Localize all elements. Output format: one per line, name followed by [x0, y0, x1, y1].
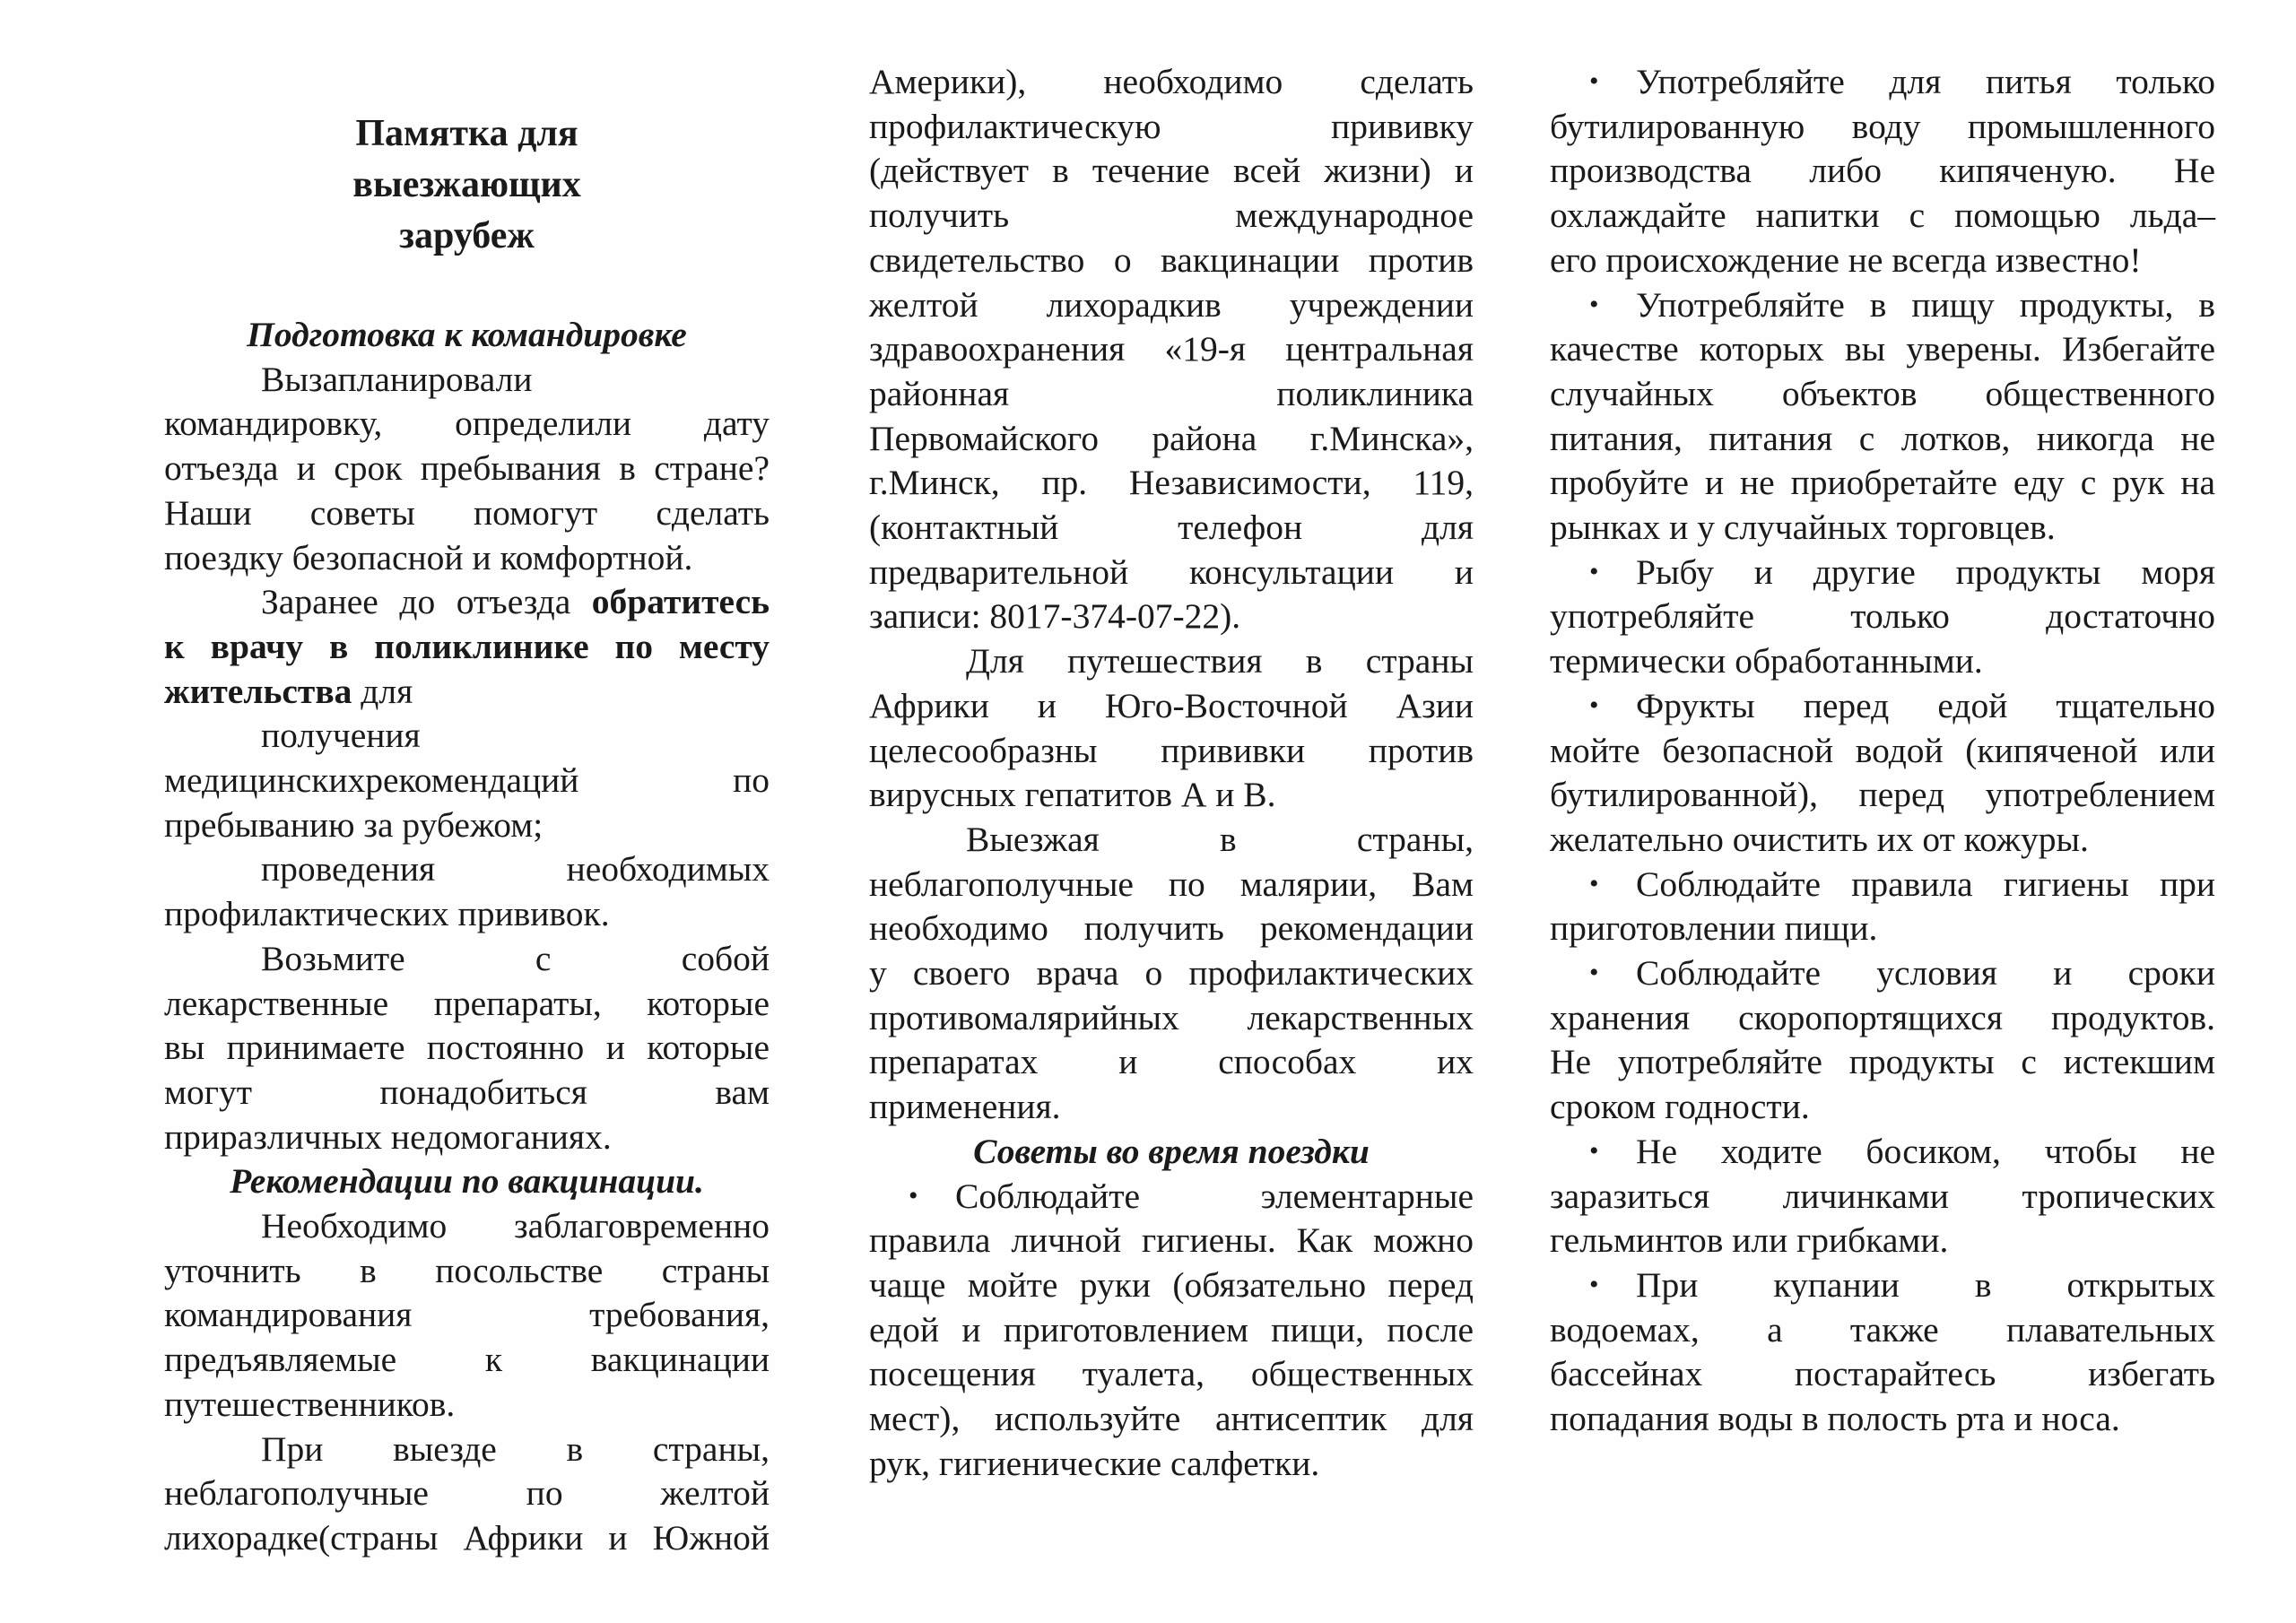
text-line: качестве которых вы уверены. Избегайте: [1550, 329, 2215, 369]
emphasis-text: обратитесь: [591, 582, 770, 621]
text-line: отъезда и срок пребывания в стране?: [164, 448, 770, 488]
text-line: желательно очистить их от кожуры.: [1550, 820, 2089, 859]
text-line: употребляйте только достаточно: [1550, 596, 2215, 636]
bullet-icon: •: [909, 1181, 918, 1211]
emphasis-text: жительства: [164, 672, 352, 711]
bullet-icon: •: [1589, 1136, 1599, 1166]
section-heading: Подготовка к командировке: [247, 315, 687, 354]
text-line: поездку безопасной и комфортной.: [164, 538, 693, 577]
text-line: Не употребляйте продукты с истекшим: [1550, 1042, 2215, 1081]
bullet-icon: •: [1589, 869, 1599, 898]
bullet-icon: •: [1589, 1270, 1599, 1299]
text-line: необходимо получить рекомендации: [869, 908, 1474, 948]
text-span: Заранее до отъезда: [261, 582, 592, 621]
text-line: бассейнах постарайтесь избегать: [1550, 1354, 2215, 1393]
bullet-item-line: [1550, 950, 2215, 995]
bullet-icon: •: [1589, 690, 1599, 720]
text-line: (действует в течение всей жизни) и: [869, 151, 1474, 190]
title-line: Памятка для: [355, 113, 578, 154]
title-line: выезжающих: [352, 164, 581, 205]
text-line: лекарственные препараты, которые: [164, 984, 770, 1023]
bullet-text: Соблюдайте элементарные: [955, 1176, 1474, 1216]
bullet-text: При купании в открытых: [1636, 1265, 2215, 1305]
section-heading: Советы во время поездки: [973, 1132, 1370, 1171]
column-2: [869, 0, 1474, 1623]
bullet-item-line: [1550, 282, 2215, 327]
text-line: предъявляемые к вакцинации: [164, 1340, 770, 1379]
text-span: для: [352, 672, 413, 711]
text-line: неблагополучные по малярии, Вам: [869, 864, 1474, 904]
text-line: вирусных гепатитов А и В.: [869, 775, 1276, 814]
bullet-item-line: [1550, 550, 2215, 595]
bullet-icon: •: [1589, 958, 1599, 987]
text-line: Вызапланировали: [261, 360, 533, 399]
text-line: питания, питания с лотков, никогда не: [1550, 419, 2215, 458]
text-line: командирования требования,: [164, 1295, 770, 1334]
section-heading: Рекомендации по вакцинации.: [230, 1161, 704, 1201]
text-line: проведения необходимых: [261, 849, 770, 889]
text-line: сроком годности.: [1550, 1087, 1810, 1126]
text-line: производства либо кипяченую. Не: [1550, 151, 2215, 190]
bullet-item-line: [1550, 683, 2215, 728]
text-line: предварительной консультации и: [869, 552, 1474, 592]
text-line: неблагополучные по желтой: [164, 1473, 770, 1513]
bullet-item-line: [1550, 59, 2215, 104]
text-line: Америки), необходимо сделать: [869, 62, 1474, 101]
title-line: зарубеж: [399, 215, 535, 256]
text-line: посещения туалета, общественных: [869, 1354, 1474, 1393]
bullet-icon: •: [1589, 557, 1599, 586]
text-line: Необходимо заблаговременно: [261, 1206, 770, 1245]
bullet-text: Употребляйте для питья только: [1636, 62, 2215, 101]
text-line: Возьмите с собой: [261, 939, 770, 978]
text-line: водоемах, а также плавательных: [1550, 1310, 2215, 1350]
bullet-icon: •: [1589, 290, 1599, 319]
text-line: его происхождение не всегда известно!: [1550, 240, 2142, 280]
text-line: медицинскихрекомендаций по: [164, 760, 770, 800]
column-1: [164, 0, 770, 1623]
text-line: уточнить в посольстве страны: [164, 1251, 770, 1290]
text-line: профилактическую прививку: [869, 107, 1474, 146]
text-line: рук, гигиенические салфетки.: [869, 1444, 1320, 1483]
text-line: получить международное: [869, 195, 1474, 235]
text-line: [164, 624, 770, 669]
text-line: противомалярийных лекарственных: [869, 998, 1474, 1037]
text-line: Выезжая в страны,: [966, 820, 1474, 859]
text-line: свидетельство о вакцинации против: [869, 240, 1474, 280]
text-line: применения.: [869, 1087, 1061, 1126]
text-line: вы принимаете постоянно и которые: [164, 1028, 770, 1067]
text-line: (контактный телефон для: [869, 508, 1474, 547]
bullet-item-line: [1550, 1263, 2215, 1307]
text-line: Африки и Юго-Восточной Азии: [869, 686, 1474, 725]
text-line: заразиться личинками тропических: [1550, 1176, 2215, 1216]
bullet-text: Фрукты перед едой тщательно: [1636, 686, 2215, 725]
bullet-text: Соблюдайте условия и сроки: [1636, 953, 2215, 993]
text-line: пробуйте и не приобретайте еду с рук на: [1550, 463, 2215, 502]
bullet-icon: •: [1589, 66, 1599, 96]
text-line: мойте безопасной водой (кипяченой или: [1550, 731, 2215, 770]
text-line: рынках и у случайных торговцев.: [1550, 508, 2056, 547]
emphasis-text: к врачу в поликлинике по месту: [164, 627, 770, 666]
text-line: целесообразны прививки против: [869, 731, 1474, 770]
text-line: районная поликлиника: [869, 374, 1474, 413]
text-line: желтой лихорадкив учреждении: [869, 285, 1474, 325]
text-line: хранения скоропортящихся продуктов.: [1550, 998, 2215, 1037]
text-line: командировку, определили дату: [164, 404, 770, 443]
text-line: Первомайского района г.Минска»,: [869, 419, 1474, 458]
text-line: у своего врача о профилактических: [869, 953, 1474, 993]
text-line: пребыванию за рубежом;: [164, 805, 544, 845]
text-line: записи: 8017-374-07-22).: [869, 596, 1241, 636]
text-line: приготовлении пищи.: [1550, 908, 1878, 948]
text-line: чаще мойте руки (обязательно перед: [869, 1265, 1474, 1305]
text-line: бутилированной), перед употреблением: [1550, 775, 2215, 814]
bullet-text: Соблюдайте правила гигиены при: [1636, 864, 2215, 904]
bullet-text: Употребляйте в пищу продукты, в: [1636, 285, 2215, 325]
text-line: попадания воды в полость рта и носа.: [1550, 1399, 2120, 1438]
text-line: [164, 579, 770, 624]
text-line: путешественников.: [164, 1384, 456, 1424]
text-line: термически обработанными.: [1550, 641, 1983, 681]
text-line: могут понадобиться вам: [164, 1072, 770, 1112]
bullet-text: Не ходите босиком, чтобы не: [1636, 1132, 2215, 1171]
text-line: мест), используйте антисептик для: [869, 1399, 1474, 1438]
bullet-item-line: [869, 1174, 1474, 1219]
text-line: Наши советы помогут сделать: [164, 493, 770, 533]
bullet-text: Рыбу и другие продукты моря: [1636, 552, 2215, 592]
text-line: приразличных недомоганиях.: [164, 1117, 612, 1157]
bullet-item-line: [1550, 862, 2215, 907]
text-line: здравоохранения «19-я центральная: [869, 329, 1474, 369]
text-line: едой и приготовлением пищи, после: [869, 1310, 1474, 1350]
text-line: случайных объектов общественного: [1550, 374, 2215, 413]
text-line: препаратах и способах их: [869, 1042, 1474, 1081]
text-line: [164, 669, 770, 714]
text-line: При выезде в страны,: [261, 1429, 770, 1469]
text-line: Для путешествия в страны: [966, 641, 1474, 681]
text-line: профилактических прививок.: [164, 894, 610, 933]
column-3: [1550, 0, 2215, 1623]
text-line: охлаждайте напитки с помощью льда–: [1550, 195, 2215, 235]
text-line: правила личной гигиены. Как можно: [869, 1220, 1474, 1260]
text-line: получения: [261, 716, 421, 755]
text-line: бутилированную воду промышленного: [1550, 107, 2215, 146]
bullet-item-line: [1550, 1129, 2215, 1174]
text-line: г.Минск, пр. Независимости, 119,: [869, 463, 1474, 502]
text-line: гельминтов или грибками.: [1550, 1220, 1949, 1260]
text-line: лихорадке(страны Африки и Южной: [164, 1518, 770, 1558]
